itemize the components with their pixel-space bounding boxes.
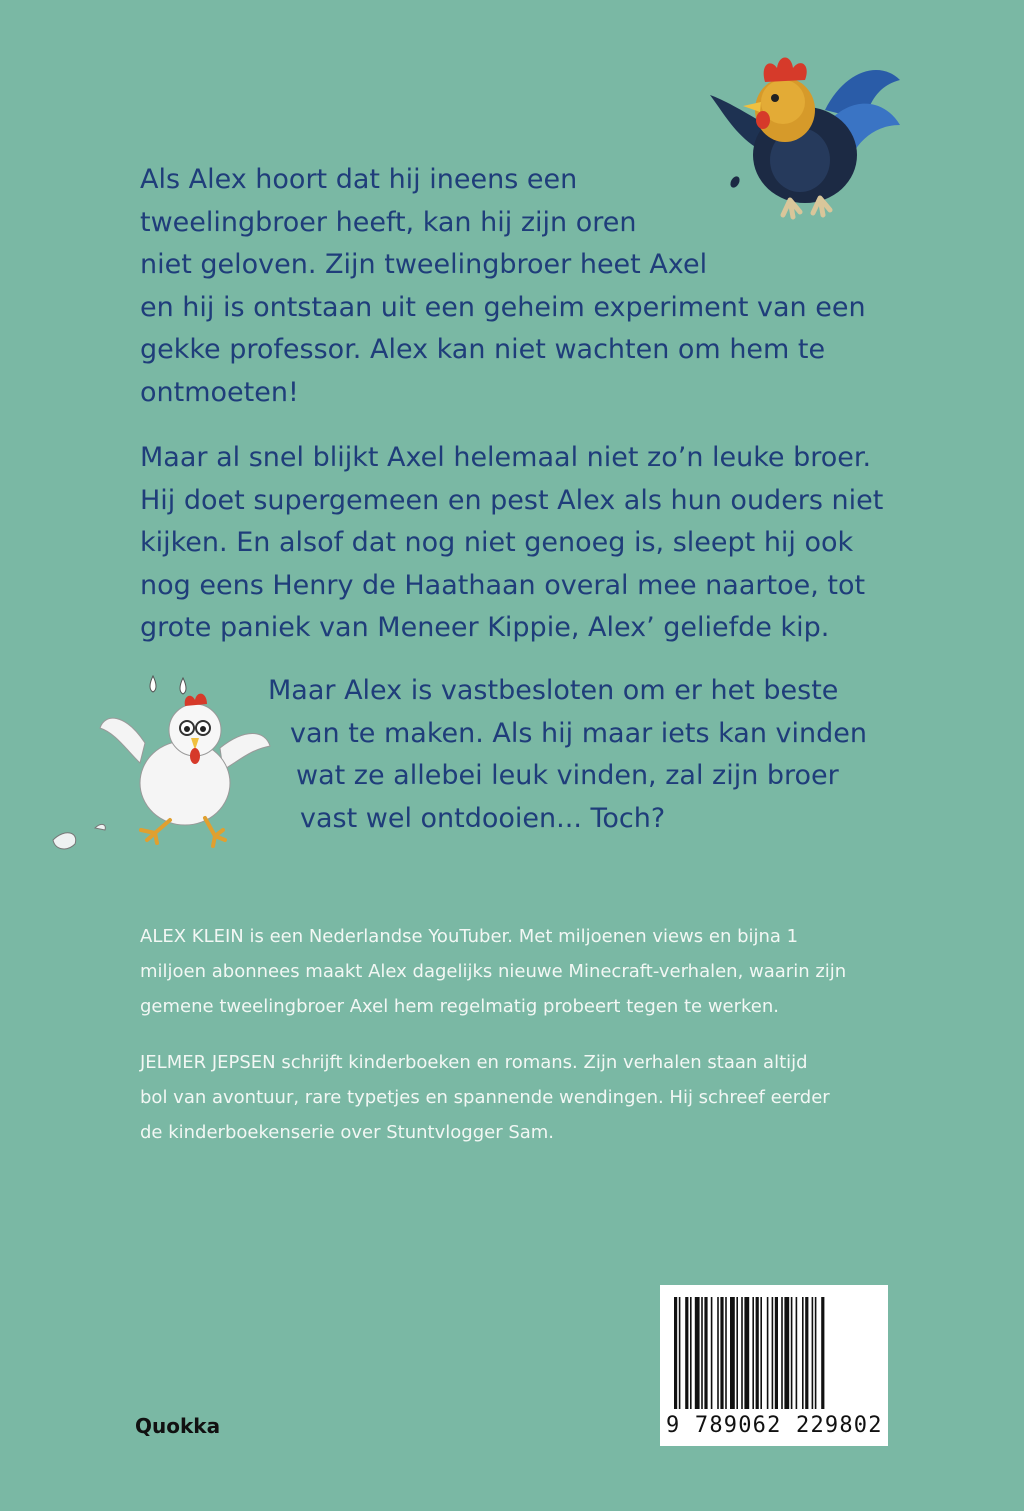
isbn-digits: 9 789062 229802 — [666, 1413, 883, 1438]
barcode-bar — [796, 1297, 798, 1409]
chicken-icon — [45, 668, 275, 863]
blurb-line: kijken. En alsof dat nog niet genoeg is, sleept hij ook — [140, 527, 854, 558]
barcode-bar — [775, 1297, 778, 1409]
barcode-bar — [679, 1297, 681, 1409]
barcode — [660, 1285, 888, 1446]
bio-line: miljoen abonnees maakt Alex dagelijks nieuwe Minecraft-verhalen, waarin zijn — [140, 961, 847, 982]
barcode-bar — [720, 1297, 723, 1409]
barcode-bar — [815, 1297, 817, 1409]
barcode-bar — [674, 1297, 677, 1409]
barcode-bar — [791, 1297, 793, 1409]
barcode-bar — [812, 1297, 814, 1409]
blurb-line: gekke professor. Alex kan niet wachten om hem te — [140, 334, 826, 365]
barcode-bar — [725, 1297, 727, 1409]
bio-line: bol van avontuur, rare typetjes en spannende wendingen. Hij schreef eerder — [140, 1087, 830, 1108]
blurb-paragraph-2 — [140, 437, 883, 650]
barcode-bar — [821, 1297, 824, 1409]
blurb-paragraph-3 — [268, 670, 867, 840]
blurb-line: tweelingbroer heeft, kan hij zijn oren — [140, 206, 637, 238]
blurb-line: Als Alex hoort dat hij ineens een — [140, 164, 578, 195]
bio-line: de kinderboekenserie over Stuntvlogger Sam. — [140, 1122, 555, 1143]
blurb-line: Maar al snel blijkt Axel helemaal niet zo’n leuke broer. — [140, 442, 872, 473]
barcode-bar — [701, 1297, 703, 1409]
barcode-bar — [695, 1297, 700, 1409]
barcode-bar — [741, 1297, 743, 1409]
blurb-line: ontmoeten! — [140, 376, 299, 408]
publisher-logo: Quokka — [135, 1414, 221, 1438]
barcode-bar — [744, 1297, 749, 1409]
barcode-bar — [781, 1297, 783, 1409]
blurb-line: Maar Alex is vastbesloten om er het beste — [268, 675, 839, 706]
bio-line: ALEX KLEIN is een Nederlandse YouTuber. Met miljoenen views en bijna 1 — [140, 926, 799, 947]
barcode-bar — [685, 1297, 688, 1409]
blurb-line: Hij doet supergemeen en pest Alex als hun ouders niet — [140, 484, 884, 516]
blurb-line: van te maken. Als hij maar iets kan vinden — [290, 717, 868, 749]
blurb-paragraph-1 — [140, 159, 866, 414]
barcode-bar — [784, 1297, 789, 1409]
barcode-bar — [717, 1297, 719, 1409]
barcode-bar — [760, 1297, 762, 1409]
barcode-bar — [711, 1297, 713, 1409]
barcode-bar — [756, 1297, 759, 1409]
barcode-bar — [752, 1297, 754, 1409]
blurb-line: grote paniek van Meneer Kippie, Alex’ geliefde kip. — [140, 612, 830, 643]
barcode-bar — [736, 1297, 738, 1409]
barcode-bar — [704, 1297, 707, 1409]
blurb-line: nog eens Henry de Haathaan overal mee naartoe, tot — [140, 569, 866, 601]
barcode-bar — [805, 1297, 808, 1409]
barcode-bar — [802, 1297, 804, 1409]
barcode-bars — [660, 1285, 888, 1415]
blurb-line: niet geloven. Zijn tweelingbroer heet Axel — [140, 249, 708, 280]
blurb-line: vast wel ontdooien... Toch? — [300, 802, 666, 834]
author-bio-jelmer — [140, 1045, 830, 1150]
barcode-bar — [767, 1297, 769, 1409]
bio-line: gemene tweelingbroer Axel hem regelmatig probeert tegen te werken. — [140, 996, 780, 1017]
barcode-bar — [730, 1297, 735, 1409]
barcode-bar — [772, 1297, 774, 1409]
blurb-line: wat ze allebei leuk vinden, zal zijn broer — [296, 760, 839, 791]
barcode-bar — [690, 1297, 692, 1409]
bio-line: JELMER JEPSEN schrijft kinderboeken en romans. Zijn verhalen staan altijd — [140, 1052, 808, 1073]
author-bio-alex — [140, 919, 846, 1024]
blurb-line: en hij is ontstaan uit een geheim experiment van een — [140, 291, 866, 323]
